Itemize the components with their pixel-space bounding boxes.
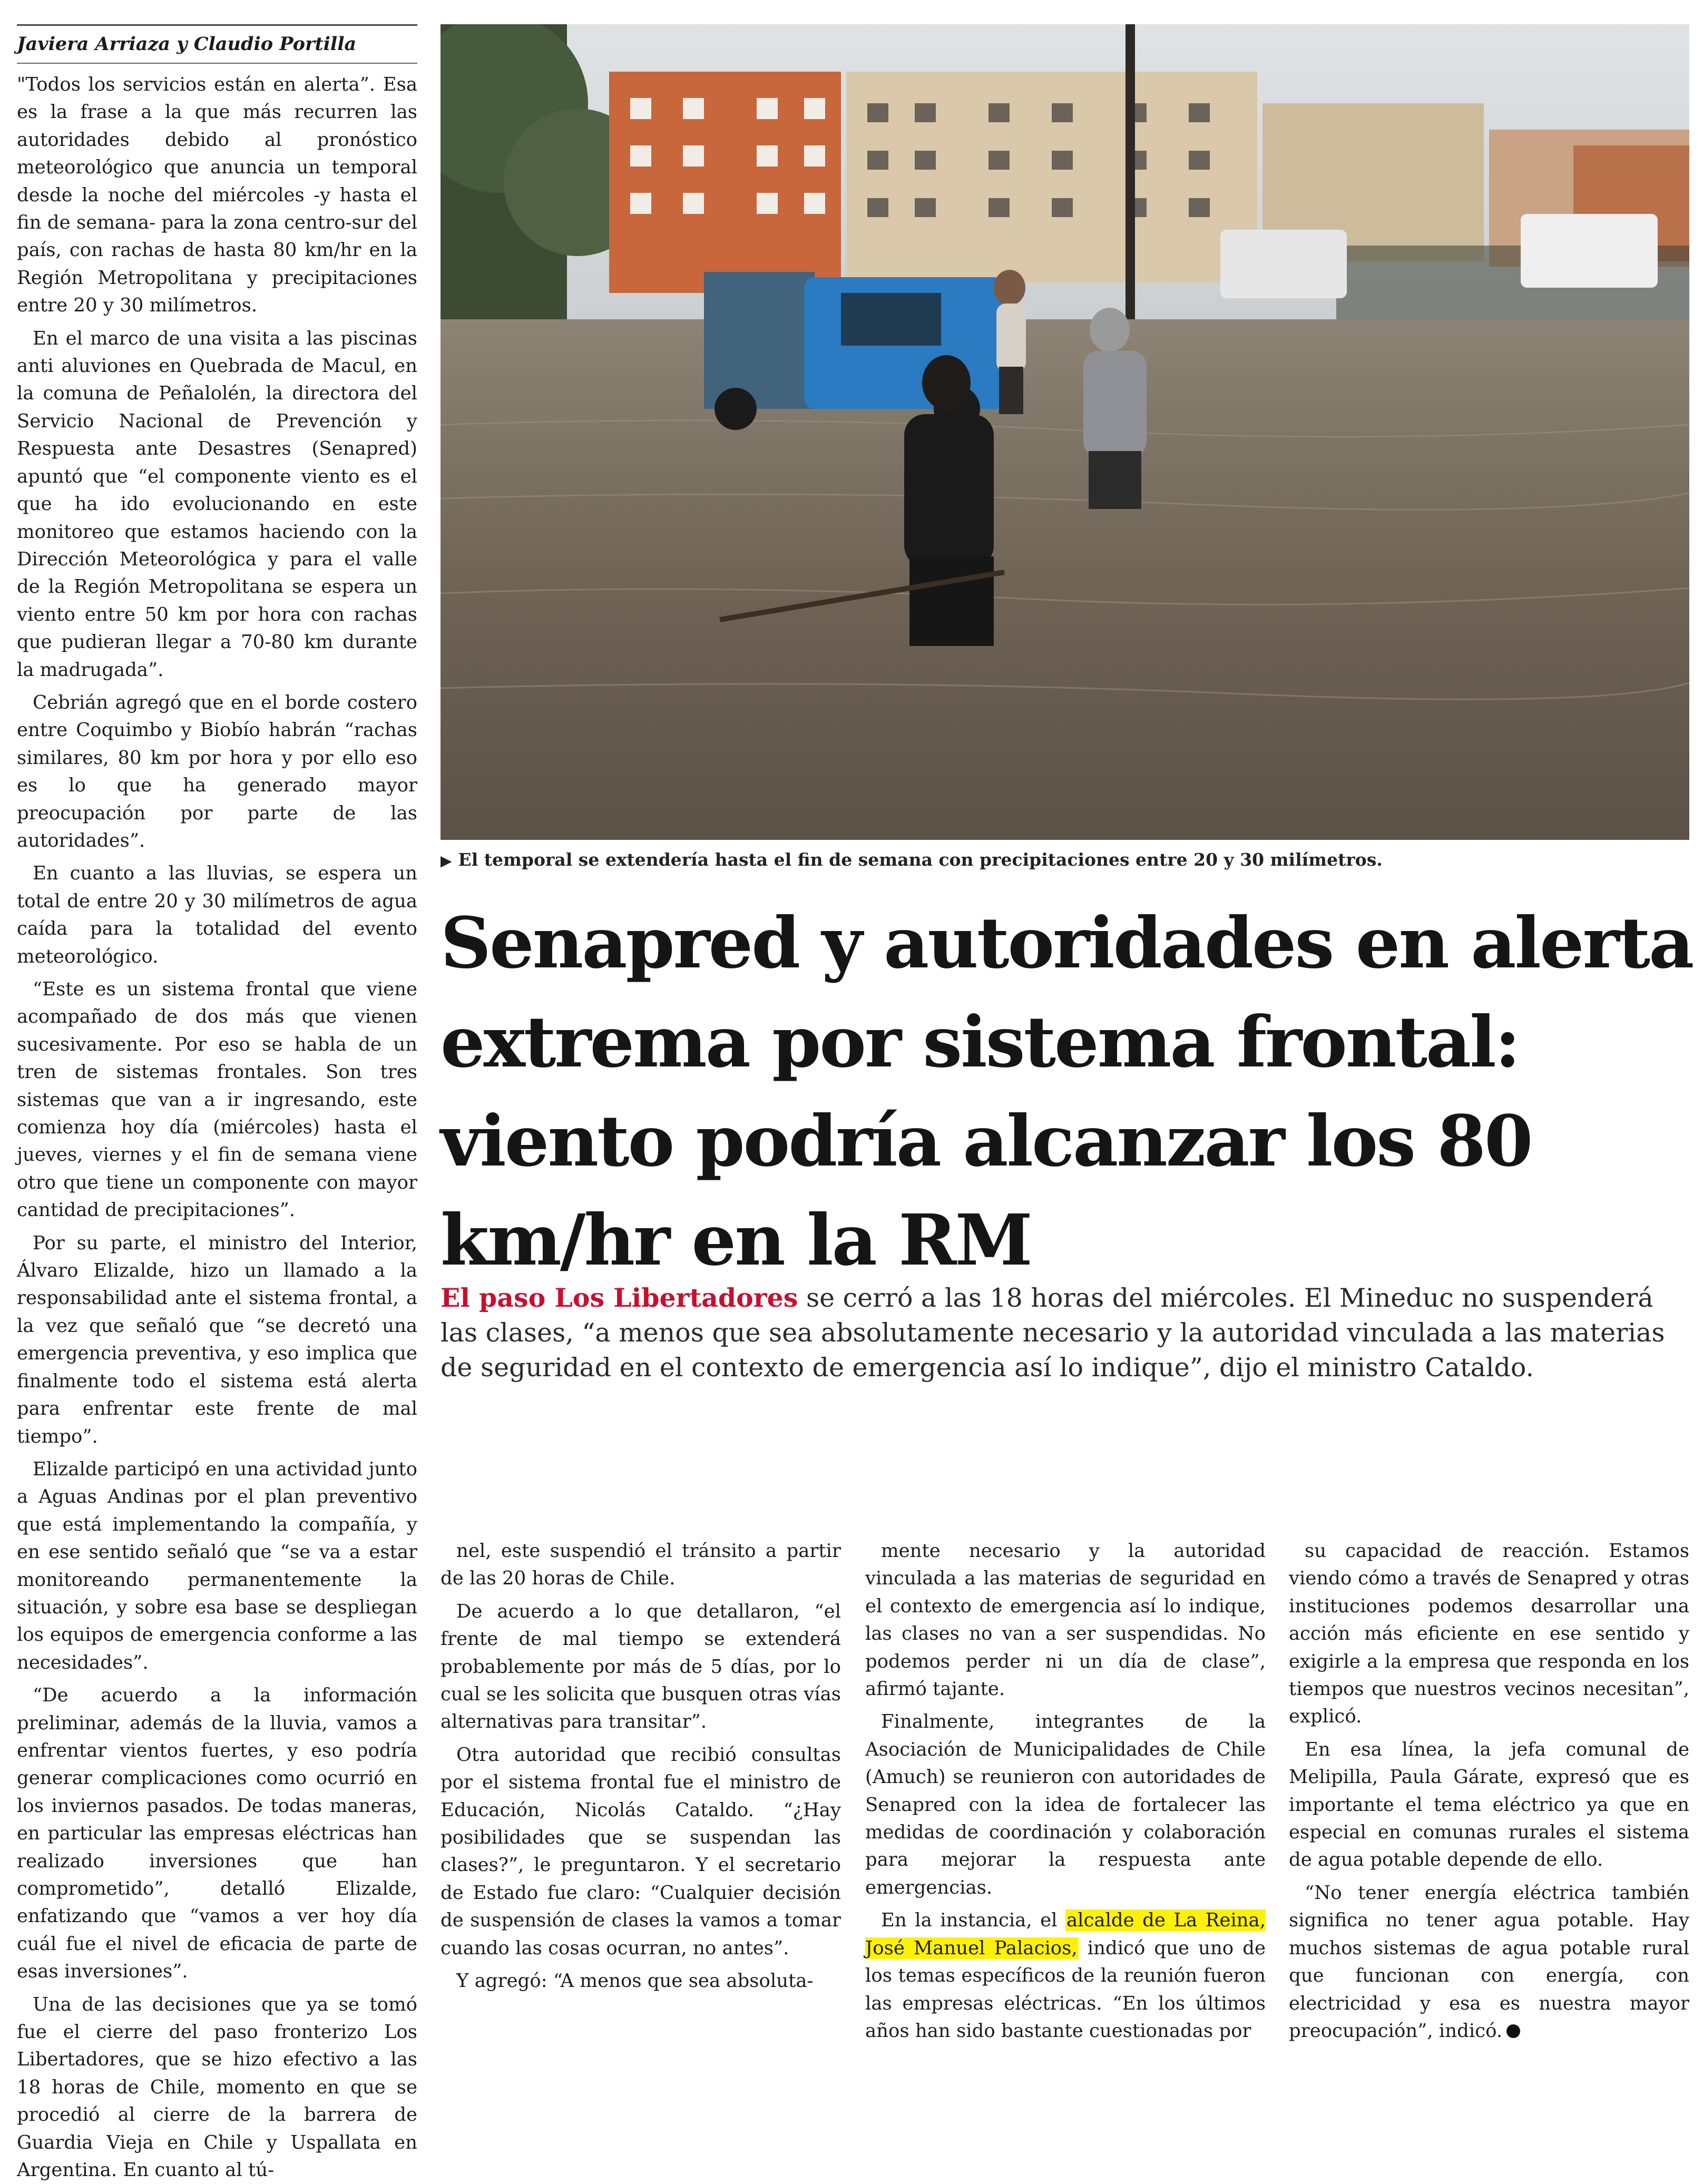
paragraph: Elizalde participó en una actividad junto a Aguas Andinas por el plan preventivo que está implementando la compañía, y en ese sentido señaló que “se va a estar monitoreando permanentemente la situación, y sobre esa base se despliegan los equipos de emergencia conforme a las necesidades”. bbox=[17, 1458, 417, 1673]
paragraph: Otra autoridad que recibió consultas por el sistema frontal fue el ministro de Educación, Nicolás Cataldo. “¿Hay posibilidades que se suspendan las clases?”, le preguntaron. Y el secretario de Estado fue claro: “Cualquier decisión de suspensión de clases la vamos a tomar cuando las cosas ocurran, no antes”. bbox=[441, 1744, 841, 1959]
paragraph: Por su parte, el ministro del Interior, Álvaro Elizalde, hizo un llamado a la responsabilidad ante el sistema frontal, a la vez que señaló que “se decretó una emergencia preventiva, y eso implica que finalmente todo el sistema está alerta para enfrentar este frente de mal tiempo”. bbox=[17, 1232, 417, 1447]
paragraph: “Este es un sistema frontal que viene acompañado de dos más que vienen sucesivamente. Por eso se habla de un tren de sistemas frontales. Son tres sistemas que van a ir ingresando, este comienza hoy día (miércoles) hasta el jueves, viernes y el fin de semana viene otro que tiene un componente con mayor cantidad de precipitaciones”. bbox=[17, 978, 417, 1221]
lead-paragraph bbox=[441, 1280, 1689, 1385]
paragraph: Y agregó: “A menos que sea absoluta- bbox=[456, 1970, 814, 1992]
headline: Senapred y autoridades en alerta extrema por sistema frontal: viento podría alcanzar los 80 km/hr en la RM bbox=[441, 902, 1693, 1281]
left-column-text bbox=[17, 71, 417, 2184]
lead-text: se cerró a las 18 horas del miércoles. El Mineduc no suspenderá las clases, “a menos que sea absolutamente necesario y la autoridad vinculada a las materias de seguridad en el contexto de emergencia así lo indique”, dijo el ministro Cataldo. bbox=[441, 1283, 1665, 1383]
paragraph: Una de las decisiones que ya se tomó fue el cierre del paso fronterizo Los Libertadores, que se hizo efectivo a las 18 horas de Chile, momento en que se procedió al cierre de la barrera de Guardia Vieja en Chile y Uspallata en Argentina. En cuanto al tú- bbox=[17, 1993, 417, 2181]
photo-caption bbox=[441, 847, 1689, 874]
caption-triangle-icon: ▶ bbox=[441, 852, 452, 869]
paragraph-start: En la instancia, el bbox=[881, 1909, 1066, 1932]
paragraph: Cebrián agregó que en el borde costero entre Coquimbo y Biobío habrán “rachas similares, 80 km por hora y por ello eso es lo que ha generado mayor preocupación por parte de las autoridades”. bbox=[17, 691, 417, 851]
left-column bbox=[17, 24, 417, 2184]
byline: Javiera Arriaza y Claudio Portilla bbox=[17, 30, 417, 64]
column-4 bbox=[1289, 1537, 1689, 2045]
paragraph: En el marco de una visita a las piscinas anti aluviones en Quebrada de Macul, en la comuna de Peñalolén, la directora del Servicio Nacional de Prevención y Respuesta ante Desastres (Senapred) apuntó que “el componente viento es el que ha ido evolucionando en este monitoreo que estamos haciendo con la Dirección Meteorológica y para el valle de la Región Metropolitana se espera un viento entre 50 km por hora con rachas que pudieran llegar a 70-80 km durante la madrugada”. bbox=[17, 327, 417, 681]
paragraph: su capacidad de reacción. Estamos viendo cómo a través de Senapred y otras instituciones podemos desarrollar una acción más eficiente en ese sentido y exigirle a la empresa que responda en los tiempos que nuestros vecinos necesitan”, explicó. bbox=[1289, 1540, 1689, 1728]
final-text: “No tener energía eléctrica también significa no tener agua potable. Hay muchos sistemas de agua potable rural que funcionan con energía, con electricidad y esa es nuestra mayor preocupación”, indicó. bbox=[1289, 1882, 1689, 2042]
lead-highlight: El paso Los Libertadores bbox=[441, 1282, 798, 1313]
flood-scene-illustration bbox=[441, 24, 1689, 840]
byline-rule bbox=[17, 24, 417, 26]
caption-text: El temporal se extendería hasta el fin de semana con precipitaciones entre 20 y 30 milímetros. bbox=[458, 849, 1383, 870]
paragraph: Finalmente, integrantes de la Asociación de Municipalidades de Chile (Amuch) se reunieron con autoridades de Senapred con la idea de fortalecer las medidas de coordinación y colaboración para mejorar la respuesta ante emergencias. bbox=[865, 1711, 1266, 1898]
flood-photo bbox=[441, 24, 1689, 840]
column-3 bbox=[865, 1537, 1266, 2045]
paragraph: En esa línea, la jefa comunal de Melipilla, Paula Gárate, expresó que es importante el tema eléctrico ya que en especial en comunas rurales el sistema de agua potable depende de ello. bbox=[1289, 1738, 1689, 1871]
paragraph-with-highlight bbox=[865, 1907, 1266, 2045]
end-mark-icon bbox=[1506, 2024, 1520, 2038]
paragraph-end: indicó que uno de los temas específicos de la reunión fueron las empresas eléctricas. “En los últimos años han sido bastante cuestionadas por bbox=[865, 1937, 1266, 2042]
paragraph: nel, este suspendió el tránsito a partir de las 20 horas de Chile. bbox=[441, 1540, 841, 1590]
paragraph: De acuerdo a lo que detallaron, “el frente de mal tiempo se extenderá probablemente por más de 5 días, por lo cual se les solicita que busquen otras vías alternativas para transitar”. bbox=[441, 1600, 841, 1733]
paragraph: "Todos los servicios están en alerta”. Esa es la frase a la que más recurren las autoridades debido al pronóstico meteorológico que anuncia un temporal desde la noche del miércoles -y hasta el fin de semana- para la zona centro-sur del país, con rachas de hasta 80 km/hr en la Región Metropolitana y precipitaciones entre 20 y 30 milímetros. bbox=[17, 74, 417, 317]
paragraph: mente necesario y la autoridad vinculada a las materias de seguridad en el contexto de emergencia así lo indique, las clases no van a ser suspendidas. No podemos perder ni un día de clase”, afirmó tajante. bbox=[865, 1540, 1266, 1700]
paragraph: En cuanto a las lluvias, se espera un total de entre 20 y 30 milímetros de agua caída para la totalidad del evento meteorológico. bbox=[17, 863, 417, 967]
paragraph: “De acuerdo a la información preliminar, además de la lluvia, vamos a enfrentar vientos fuertes, y eso podría generar complicaciones como ocurrió en los inviernos pasados. De todas maneras, en particular las empresas eléctricas han realizado inversiones que han comprometido”, detalló Elizalde, enfatizando que “vamos a ver hoy día cuál fue el nivel de eficacia de parte de esas inversiones”. bbox=[17, 1684, 417, 1983]
highlighted-name: alcalde de La Reina, José Manuel Palacios, bbox=[865, 1909, 1266, 1959]
column-2 bbox=[441, 1537, 841, 1995]
paragraph-final bbox=[1289, 1879, 1689, 2045]
